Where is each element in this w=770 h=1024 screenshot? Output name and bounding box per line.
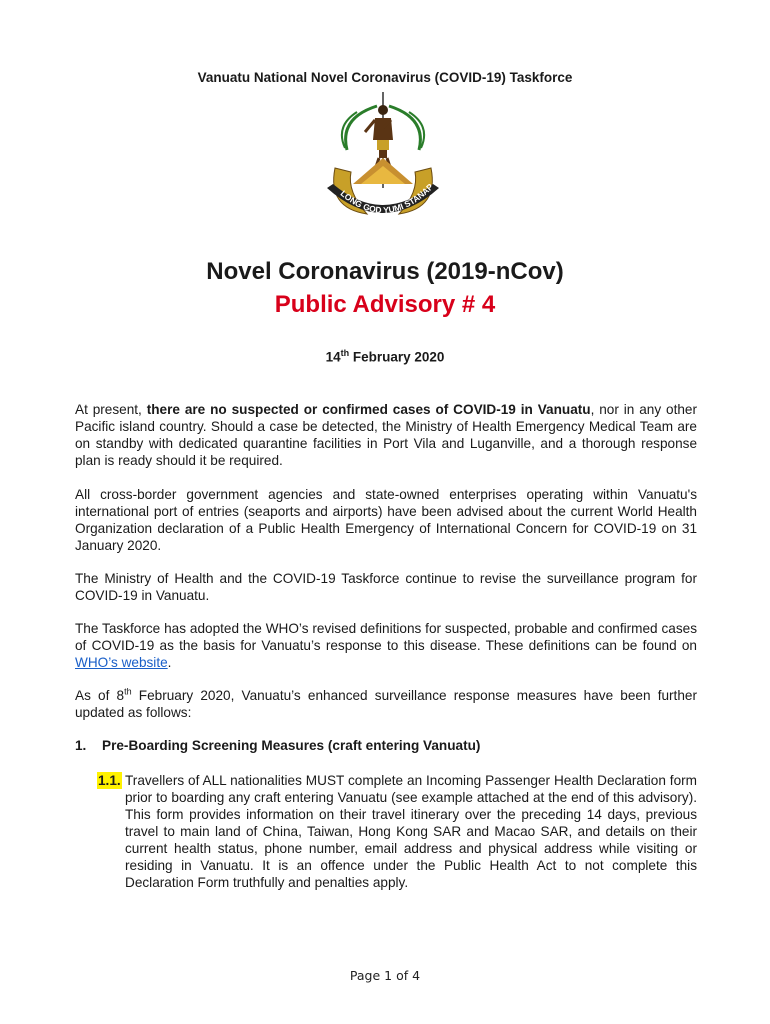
paragraph-current-status: At present, there are no suspected or confirmed cases of COVID-19 in Vanuatu, nor in any other Pacific island country. Should a case be detected, the Ministry of Health Emergency Medical Team are on standby with dedicated quarantine facilities in Port Vila and Luganville, and a thorough response plan is ready should it be required. xyxy=(75,402,698,468)
advisory-number: Public Advisory # 4 xyxy=(274,291,496,318)
section-heading-pre-boarding: 1. Pre-Boarding Screening Measures (craft entering Vanuatu) xyxy=(75,738,481,753)
paragraph-surveillance: The Ministry of Health and the COVID-19 Taskforce continue to revise the surveillance program for COVID-19 in Vanuatu. xyxy=(75,571,697,603)
who-website-link[interactable]: WHO’s website xyxy=(75,655,168,670)
item-text: Travellers of ALL nationalities MUST complete an Incoming Passenger Health Declaration form prior to boarding any craft entering Vanuatu (see example attached at the end of this advisory). This form provides information on their travel itinerary over the preceding 14 days, previous travel to main land of China, Taiwan, Hong Kong SAR and Macao SAR, and details on their current health status, phone number, email address and physical address while visiting or residing in Vanuatu. It is an offence under the Public Health Act to not complete this Declaration Form truthfully and penalties apply. xyxy=(125,773,697,890)
emblem-motto: LONG GOD YUMI STANAP xyxy=(338,181,436,216)
advisory-date: 14th February 2020 xyxy=(325,348,445,365)
paragraph-cross-border: All cross-border government agencies and state-owned enterprises operating within Vanuatu's international port of entries (seaports and airports) have been advised about the current World Health Organization declaration of a Public Health Emergency of International Concern for COVID-19 on 31 January 2020. xyxy=(75,487,697,553)
list-item-1-1 xyxy=(97,772,697,891)
item-marker-highlighted: 1.1. xyxy=(98,773,121,788)
vanuatu-emblem xyxy=(317,88,449,230)
paragraph-definitions: The Taskforce has adopted the WHO’s revised definitions for suspected, probable and confirmed cases of COVID-19 as the basis for Vanuatu’s response to this disease. These definitions can be found on WHO’s website. xyxy=(75,621,697,670)
paragraph-updated-measures: As of 8th February 2020, Vanuatu’s enhanced surveillance response measures have been further updated as follows: xyxy=(75,686,697,720)
document-title: Novel Coronavirus (2019-nCov) xyxy=(206,258,564,285)
page-number: Page 1 of 4 xyxy=(349,968,421,983)
taskforce-header: Vanuatu National Novel Coronavirus (COVID-19) Taskforce xyxy=(197,70,573,85)
no-cases-statement: there are no suspected or confirmed cases of COVID-19 in Vanuatu xyxy=(146,402,591,417)
